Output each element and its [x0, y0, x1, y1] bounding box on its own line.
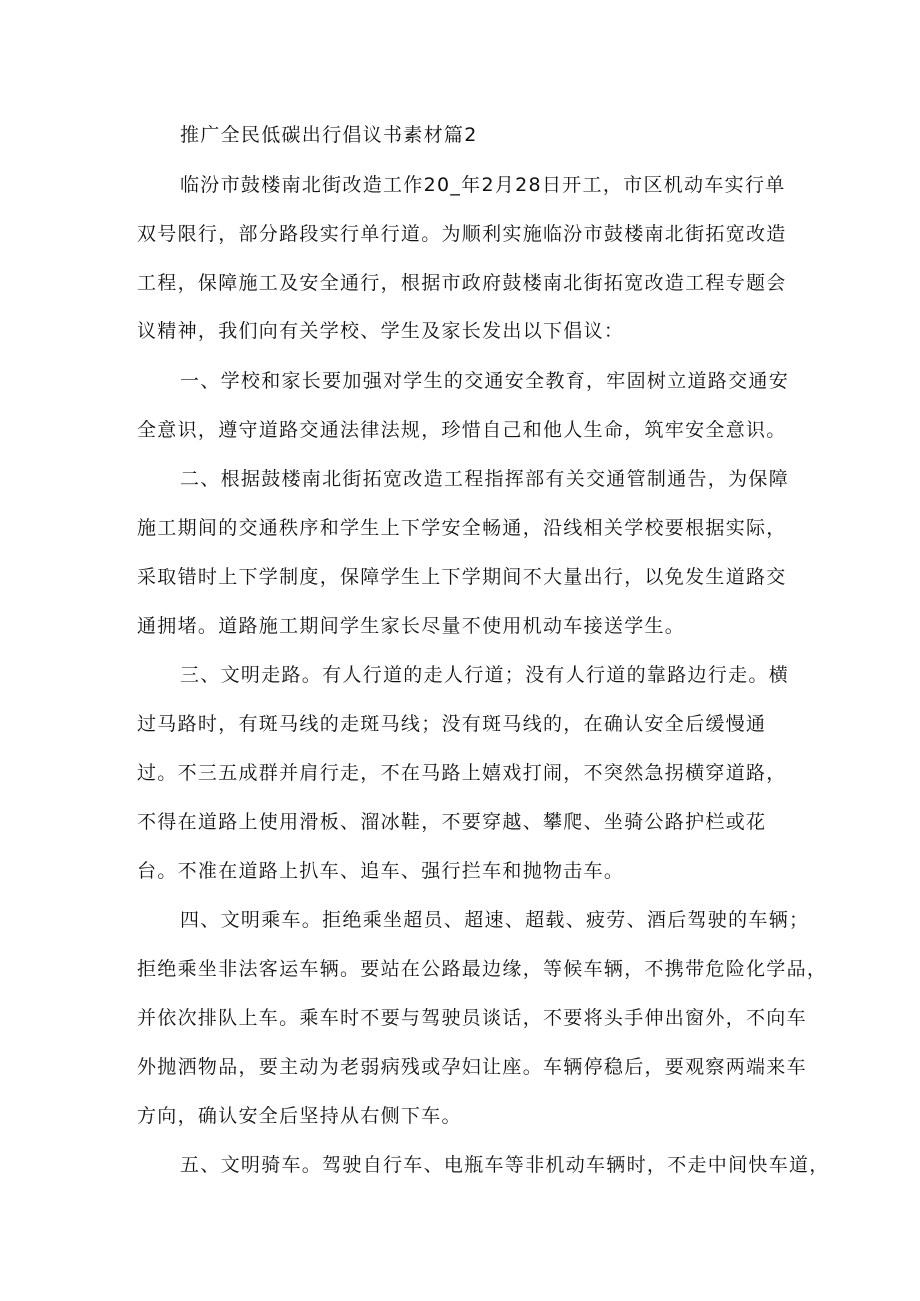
paragraph-line: 不得在道路上使用滑板、溜冰鞋，不要穿越、攀爬、坐骑公路护栏或花: [137, 811, 767, 833]
paragraph-line: 过马路时，有斑马线的走斑马线；没有斑马线的，在确认安全后缓慢通: [137, 713, 767, 735]
paragraph-line: 拒绝乘坐非法客运车辆。要站在公路最边缘，等候车辆，不携带危险化学品，: [137, 958, 828, 980]
paragraph-line: 施工期间的交通秩序和学生上下学安全畅通，沿线相关学校要根据实际，: [137, 517, 787, 539]
paragraph-line: 二、根据鼓楼南北街拓宽改造工程指挥部有关交通管制通告，为保障: [180, 468, 790, 490]
paragraph-line: 双号限行，部分路段实行单行道。为顺利实施临汾市鼓楼南北街拓宽改造: [137, 223, 787, 245]
paragraph-line: 三、文明走路。有人行道的走人行道；没有人行道的靠路边行走。横: [180, 664, 790, 686]
paragraph-line: 临汾市鼓楼南北街改造工作20_年2月28日开工，市区机动车实行单: [180, 174, 786, 196]
paragraph-line: 并依次排队上车。乘车时不要与驾驶员谈话，不要将头手伸出窗外，不向车: [137, 1007, 807, 1029]
paragraph-line: 采取错时上下学制度，保障学生上下学期间不大量出行，以免发生道路交: [137, 566, 787, 588]
paragraph-line: 工程，保障施工及安全通行，根据市政府鼓楼南北街拓宽改造工程专题会: [137, 272, 787, 294]
paragraph-line: 通拥堵。道路施工期间学生家长尽量不使用机动车接送学生。: [137, 615, 686, 637]
paragraph-line: 议精神，我们向有关学校、学生及家长发出以下倡议：: [137, 320, 625, 342]
paragraph-line: 一、学校和家长要加强对学生的交通安全教育，牢固树立道路交通安: [180, 370, 790, 392]
paragraph-line: 四、文明乘车。拒绝乘坐超员、超速、超载、疲劳、酒后驾驶的车辆；: [180, 909, 810, 931]
paragraph-line: 台。不准在道路上扒车、追车、强行拦车和抛物击车。: [137, 860, 625, 882]
document-title: 推广全民低碳出行倡议书素材篇2: [180, 124, 478, 146]
paragraph-line: 五、文明骑车。驾驶自行车、电瓶车等非机动车辆时，不走中间快车道，: [180, 1154, 830, 1176]
paragraph-line: 全意识，遵守道路交通法律法规，珍惜自己和他人生命，筑牢安全意识。: [137, 419, 787, 441]
paragraph-line: 方向，确认安全后坚持从右侧下车。: [137, 1105, 462, 1127]
paragraph-line: 过。不三五成群并肩行走，不在马路上嬉戏打闹，不突然急拐横穿道路，: [137, 762, 787, 784]
paragraph-line: 外抛洒物品，要主动为老弱病残或孕妇让座。车辆停稳后，要观察两端来车: [137, 1056, 807, 1078]
